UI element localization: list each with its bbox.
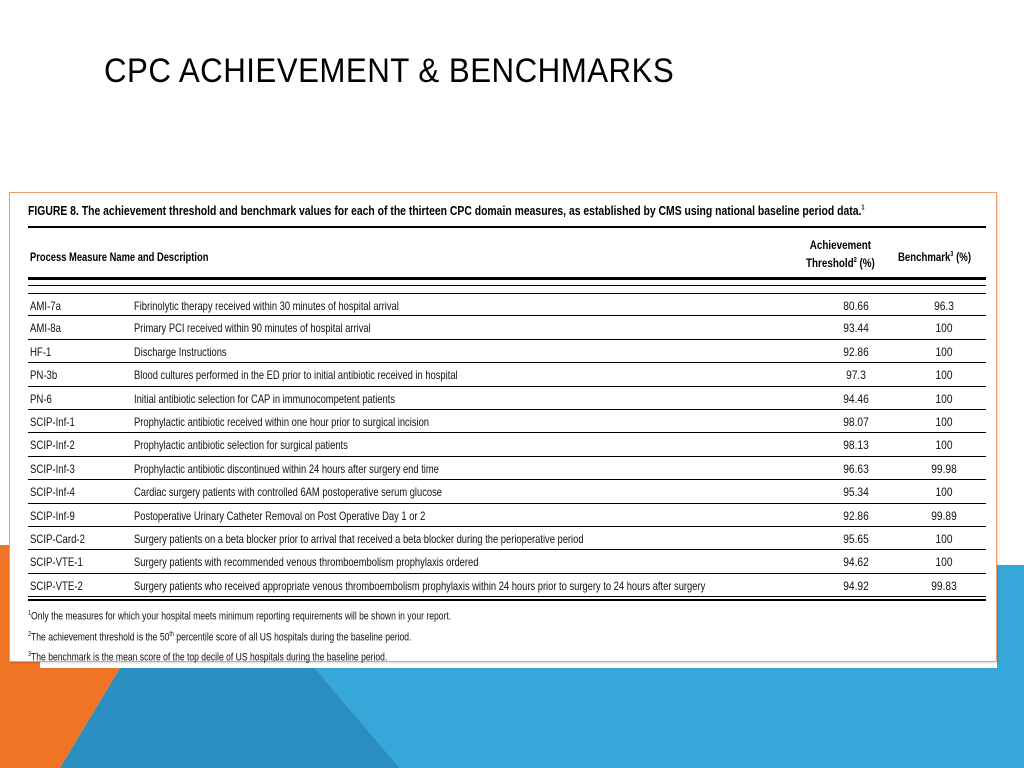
table-row [28, 316, 986, 339]
table-row [28, 363, 986, 386]
measure-description: Surgery patients with recommended venous thromboembolism prophylaxis ordered [134, 555, 479, 570]
table-row [28, 527, 986, 550]
measure-id: SCIP-Inf-1 [30, 414, 75, 429]
footnote-2-text: The achievement threshold is the 50 [31, 631, 170, 644]
header-benchmark-word: Benchmark [898, 250, 951, 264]
footnote-2 [28, 626, 769, 647]
caption-text: FIGURE 8. The achievement threshold and benchmark values for each of the thirteen CPC domain measures, as established by CMS using national baseline period data. [28, 203, 862, 218]
header-measure-name: Process Measure Name and Description [30, 250, 209, 264]
measure-description: Cardiac surgery patients with controlled 6AM postoperative serum glucose [134, 485, 442, 500]
achievement-value: 94.92 [843, 578, 869, 593]
footnote-1-text: Only the measures for which your hospital meets minimum reporting requirements will be shown in your report. [31, 610, 452, 623]
benchmark-value: 99.83 [931, 578, 957, 593]
caption-rule [28, 226, 986, 228]
measures-table [28, 293, 986, 597]
benchmark-value: 100 [935, 531, 953, 546]
achievement-value: 92.86 [843, 508, 869, 523]
header-achievement-line2 [806, 253, 875, 271]
header-benchmark-sup: 3 [950, 251, 954, 258]
measure-id: AMI-8a [30, 321, 61, 336]
measure-description: Discharge Instructions [134, 344, 227, 359]
header-achievement-sup: 2 [853, 257, 857, 264]
benchmark-value: 99.98 [931, 461, 957, 476]
achievement-value: 97.3 [846, 368, 866, 383]
footnote-2-mark: 2 [28, 630, 32, 638]
achievement-value: 93.44 [843, 321, 869, 336]
table-row [28, 410, 986, 433]
measure-id: PN-3b [30, 368, 58, 383]
measure-description: Initial antibiotic selection for CAP in immunocompetent patients [134, 391, 396, 406]
slide-title: CPC ACHIEVEMENT & BENCHMARKS [104, 52, 675, 90]
achievement-value: 80.66 [843, 299, 869, 313]
measure-description: Primary PCI received within 90 minutes of hospital arrival [134, 321, 371, 336]
light-blue-strip-right [997, 565, 1024, 600]
achievement-value: 92.86 [843, 344, 869, 359]
measure-id: SCIP-VTE-1 [30, 555, 83, 570]
measure-id: SCIP-Inf-4 [30, 485, 75, 500]
achievement-value: 95.34 [843, 485, 869, 500]
measure-description: Blood cultures performed in the ED prior to initial antibiotic received in hospital [134, 368, 458, 383]
measure-id: SCIP-Inf-3 [30, 461, 75, 476]
table-row [28, 504, 986, 527]
measure-description: Prophylactic antibiotic discontinued within 24 hours after surgery end time [134, 461, 439, 476]
figure-caption [28, 203, 865, 218]
table-row [28, 433, 986, 456]
footnote-3 [28, 646, 769, 667]
achievement-value: 98.13 [843, 438, 869, 453]
header-achievement-line1: Achievement [809, 238, 872, 252]
benchmark-value: 100 [935, 438, 953, 453]
measure-id: AMI-7a [30, 299, 61, 313]
table-row [28, 387, 986, 410]
benchmark-value: 100 [935, 344, 953, 359]
header-rule-thin [28, 285, 986, 286]
benchmark-value: 100 [935, 321, 953, 336]
measure-id: PN-6 [30, 391, 52, 406]
header-benchmark-unit: (%) [953, 250, 972, 264]
header-achievement-word: Threshold [806, 256, 854, 270]
table-row [28, 574, 986, 597]
measure-id: SCIP-VTE-2 [30, 578, 83, 593]
header-rule-thick [28, 277, 986, 280]
measure-id: SCIP-Inf-9 [30, 508, 75, 523]
table-row [28, 480, 986, 503]
achievement-value: 94.62 [843, 555, 869, 570]
measure-description: Surgery patients on a beta blocker prior to arrival that received a beta blocker during the perioperative period [134, 531, 584, 546]
footnote-3-mark: 3 [28, 651, 32, 659]
footnotes [28, 605, 978, 667]
benchmark-value: 100 [935, 555, 953, 570]
measure-id: SCIP-Card-2 [30, 531, 85, 546]
header-achievement-unit: (%) [856, 256, 875, 270]
caption-footnote-mark: 1 [861, 204, 865, 212]
achievement-value: 95.65 [843, 531, 869, 546]
benchmark-value: 96.3 [934, 299, 954, 313]
table-row [28, 340, 986, 363]
table-row [28, 293, 986, 316]
benchmark-value: 100 [935, 485, 953, 500]
measure-description: Fibrinolytic therapy received within 30 minutes of hospital arrival [134, 299, 399, 313]
benchmark-value: 100 [935, 391, 953, 406]
footnote-1-mark: 1 [28, 610, 32, 617]
benchmark-value: 100 [935, 414, 953, 429]
table-row [28, 457, 986, 480]
achievement-value: 96.63 [843, 461, 869, 476]
achievement-value: 98.07 [843, 414, 869, 429]
figure-panel [9, 192, 997, 662]
measure-description: Postoperative Urinary Catheter Removal on Post Operative Day 1 or 2 [134, 508, 426, 523]
measure-description: Prophylactic antibiotic selection for surgical patients [134, 438, 348, 453]
header-benchmark [898, 250, 971, 264]
measure-id: SCIP-Inf-2 [30, 438, 75, 453]
measure-description: Prophylactic antibiotic received within one hour prior to surgical incision [134, 414, 429, 429]
footnote-1 [28, 605, 769, 626]
header-achievement-threshold [806, 238, 875, 271]
table-bottom-rule-thick [28, 599, 986, 601]
footnote-2-text-end: percentile score of all US hospitals during the baseline period. [173, 631, 412, 644]
footnote-2-ordinal: th [169, 630, 174, 638]
footnote-3-text: The benchmark is the mean score of the top decile of US hospitals during the baseline period. [31, 651, 388, 664]
table-row [28, 550, 986, 573]
measure-description: Surgery patients who received appropriate venous thromboembolism prophylaxis within 24 hours prior to surgery to 24 hours after surgery [134, 578, 706, 593]
achievement-value: 94.46 [843, 391, 869, 406]
measure-id: HF-1 [30, 344, 52, 359]
benchmark-value: 100 [935, 368, 953, 383]
benchmark-value: 99.89 [931, 508, 957, 523]
